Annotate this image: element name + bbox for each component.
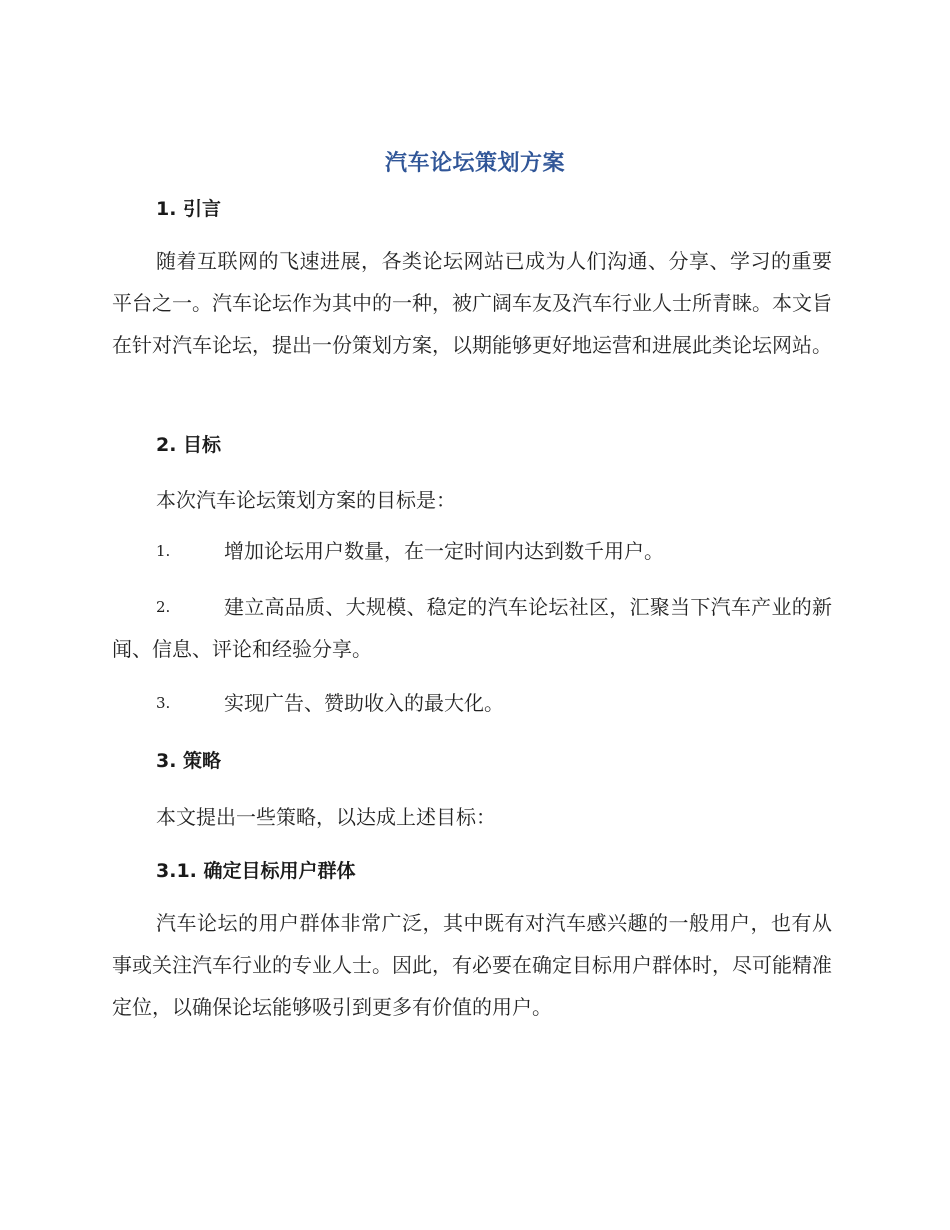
list-text: 建立高品质、大规模、稳定的汽车论坛社区，汇聚当下汽车产业的新闻、信息、评论和经验分享。 xyxy=(112,595,832,661)
target-users-paragraph: 汽车论坛的用户群体非常广泛，其中既有对汽车感兴趣的一般用户，也有从事或关注汽车行业的专业人士。因此，有必要在确定目标用户群体时，尽可能精准定位，以确保论坛能够吸引到更多有价值的用户。 xyxy=(112,911,832,1019)
goal-list-item-2 xyxy=(112,586,832,670)
goals-lead-text: 本次汽车论坛策划方案的目标是： xyxy=(156,488,456,512)
section-heading-strategy: 3. 策略 xyxy=(156,750,222,772)
strategy-lead-text: 本文提出一些策略，以达成上述目标： xyxy=(156,805,496,829)
list-number: 1. xyxy=(156,542,171,560)
goal-list-item-3 xyxy=(112,682,832,724)
section-heading-intro: 1. 引言 xyxy=(156,198,222,220)
intro-paragraph: 随着互联网的飞速进展，各类论坛网站已成为人们沟通、分享、学习的重要平台之一。汽车论坛作为其中的一种，被广阔车友及汽车行业人士所青睐。本文旨在针对汽车论坛，提出一份策划方案，以期能够更好地运营和进展此类论坛网站。 xyxy=(112,249,832,357)
list-number: 3. xyxy=(156,694,171,712)
subsection-heading-target-users: 3.1. 确定目标用户群体 xyxy=(156,860,356,882)
document-title: 汽车论坛策划方案 xyxy=(384,151,565,176)
list-number: 2. xyxy=(156,598,171,616)
goal-list-item-1 xyxy=(112,530,832,572)
section-heading-goals: 2. 目标 xyxy=(156,434,222,456)
list-text: 实现广告、赞助收入的最大化。 xyxy=(224,691,504,715)
list-text: 增加论坛用户数量，在一定时间内达到数千用户。 xyxy=(224,539,664,563)
